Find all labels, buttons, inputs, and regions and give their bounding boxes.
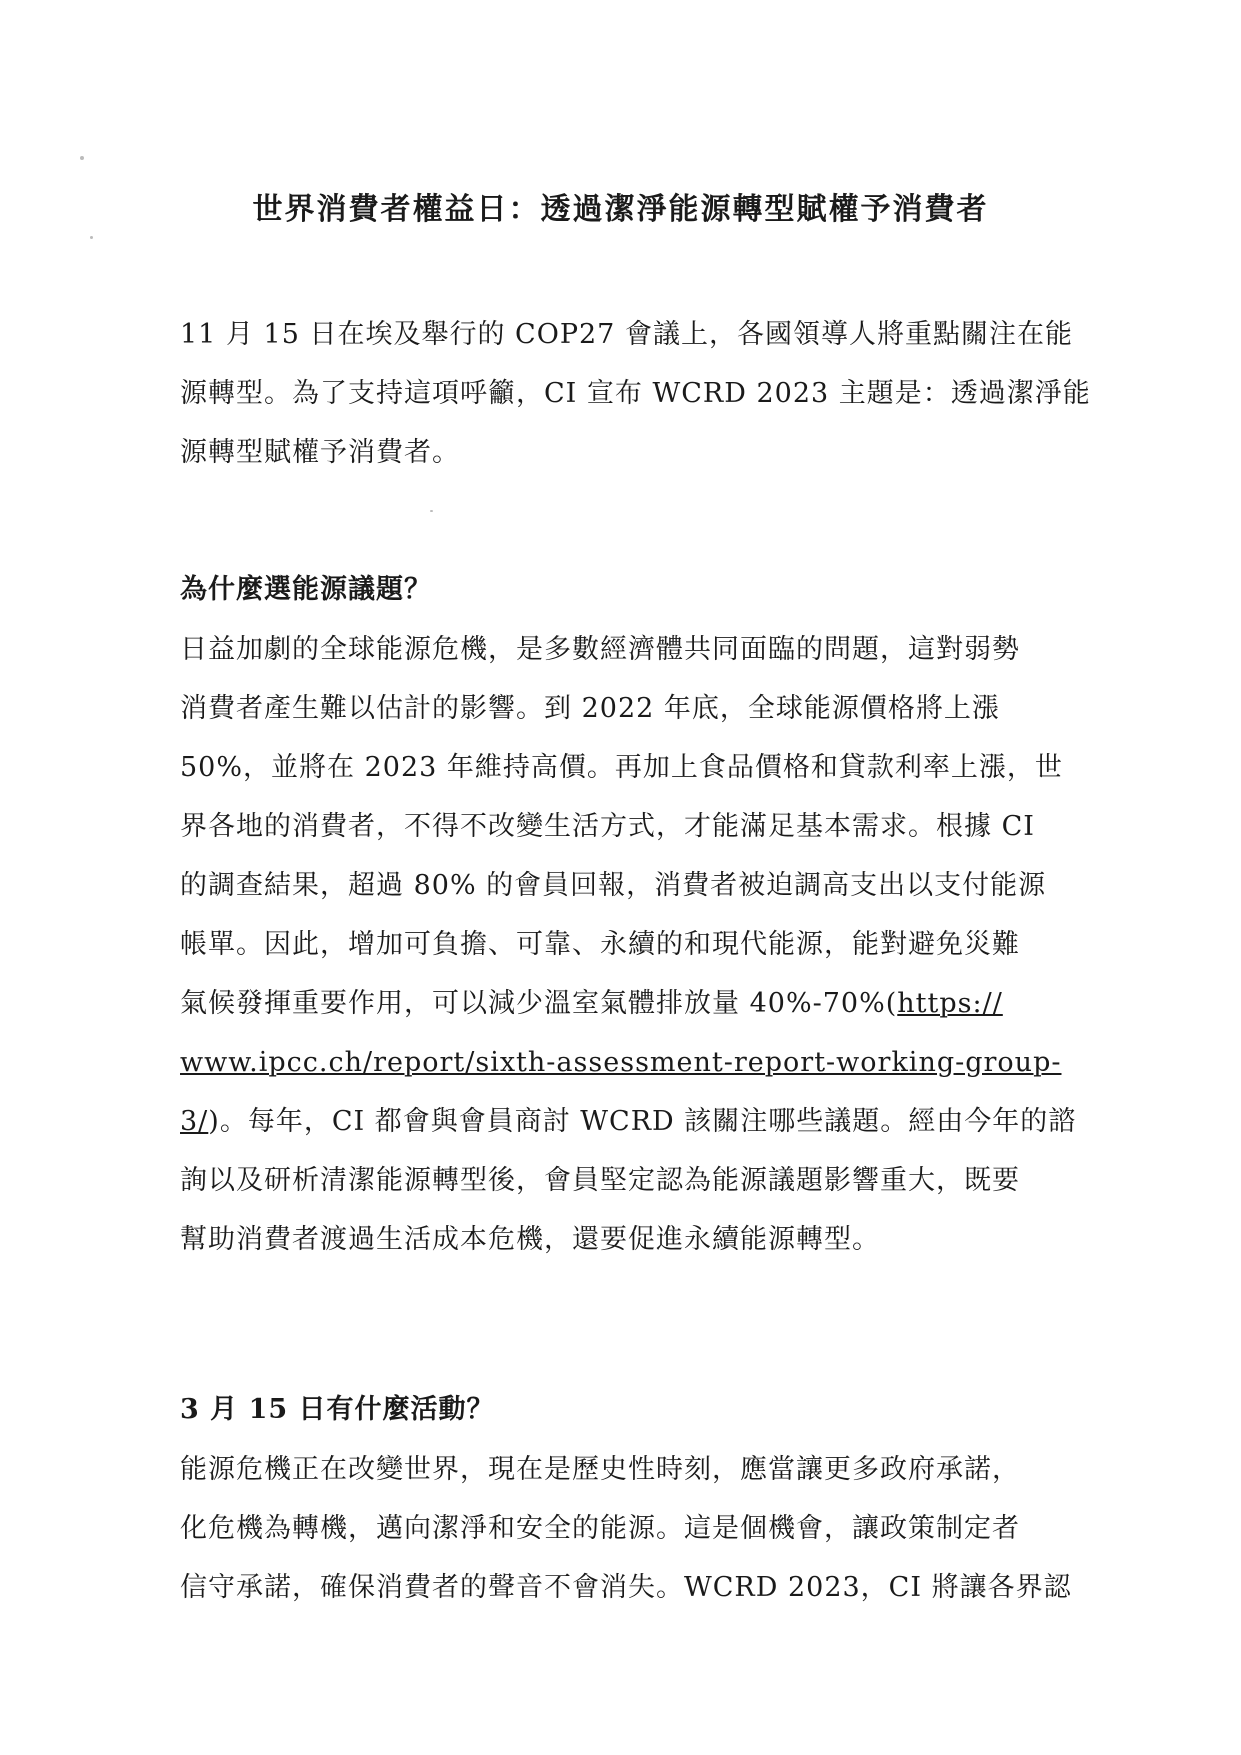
- intro-line: 11 月 15 日在埃及舉行的 COP27 會議上，各國領導人將重點關注在能: [180, 319, 1073, 350]
- body-line: 的調查結果，超過 80% 的會員回報，消費者被迫調高支出以支付能源: [180, 870, 1047, 901]
- body-line: 能源危機正在改變世界，現在是歷史性時刻，應當讓更多政府承諾，: [180, 1454, 1020, 1485]
- body-line: 信守承諾，確保消費者的聲音不會消失。WCRD 2023，CI 將讓各界認: [180, 1572, 1072, 1603]
- body-line: 界各地的消費者，不得不改變生活方式，才能滿足基本需求。根據 CI: [180, 811, 1035, 842]
- body-text: 氣候發揮重要作用，可以減少溫室氣體排放量 40%-70%(: [180, 988, 898, 1019]
- scan-speck: [80, 156, 84, 160]
- section-march-15: [180, 1390, 1080, 1430]
- scan-speck: [90, 236, 93, 239]
- ipcc-link[interactable]: www.ipcc.ch/report/sixth-assessment-report-working-group-: [180, 1047, 1062, 1078]
- section-march-15-body: [180, 1440, 1080, 1617]
- document-title: 世界消費者權益日：透過潔淨能源轉型賦權予消費者: [252, 192, 989, 227]
- body-line: [180, 974, 1080, 1033]
- scan-speck: [430, 510, 433, 512]
- section-heading: 為什麼選能源議題？: [180, 574, 432, 605]
- intro-paragraph: [180, 305, 1091, 482]
- body-line: 幫助消費者渡過生活成本危機，還要促進永續能源轉型。: [180, 1224, 880, 1255]
- body-line: 帳單。因此，增加可負擔、可靠、永續的和現代能源，能對避免災難: [180, 929, 1020, 960]
- body-line: [180, 1092, 1080, 1151]
- body-line: 50%，並將在 2023 年維持高價。再加上食品價格和貸款利率上漲，世: [180, 752, 1063, 783]
- body-line: 消費者產生難以估計的影響。到 2022 年底，全球能源價格將上漲: [180, 693, 1000, 724]
- intro-line: 源轉型賦權予消費者。: [180, 437, 460, 468]
- body-line: 詢以及研析清潔能源轉型後，會員堅定認為能源議題影響重大，既要: [180, 1165, 1020, 1196]
- intro-line: 源轉型。為了支持這項呼籲，CI 宣布 WCRD 2023 主題是：透過潔淨能: [180, 378, 1091, 409]
- section-why-energy-body: [180, 620, 1080, 1269]
- body-line: 化危機為轉機，邁向潔淨和安全的能源。這是個機會，讓政策制定者: [180, 1513, 1020, 1544]
- ipcc-link[interactable]: 3/: [180, 1106, 209, 1137]
- body-line: [180, 1033, 1080, 1092]
- body-line: 日益加劇的全球能源危機，是多數經濟體共同面臨的問題，這對弱勢: [180, 634, 1020, 665]
- section-why-energy: [180, 570, 1080, 610]
- ipcc-link[interactable]: https://: [897, 988, 1003, 1019]
- body-text: )。每年，CI 都會與會員商討 WCRD 該關注哪些議題。經由今年的諮: [208, 1106, 1077, 1137]
- section-heading: 3 月 15 日有什麼活動？: [180, 1394, 495, 1425]
